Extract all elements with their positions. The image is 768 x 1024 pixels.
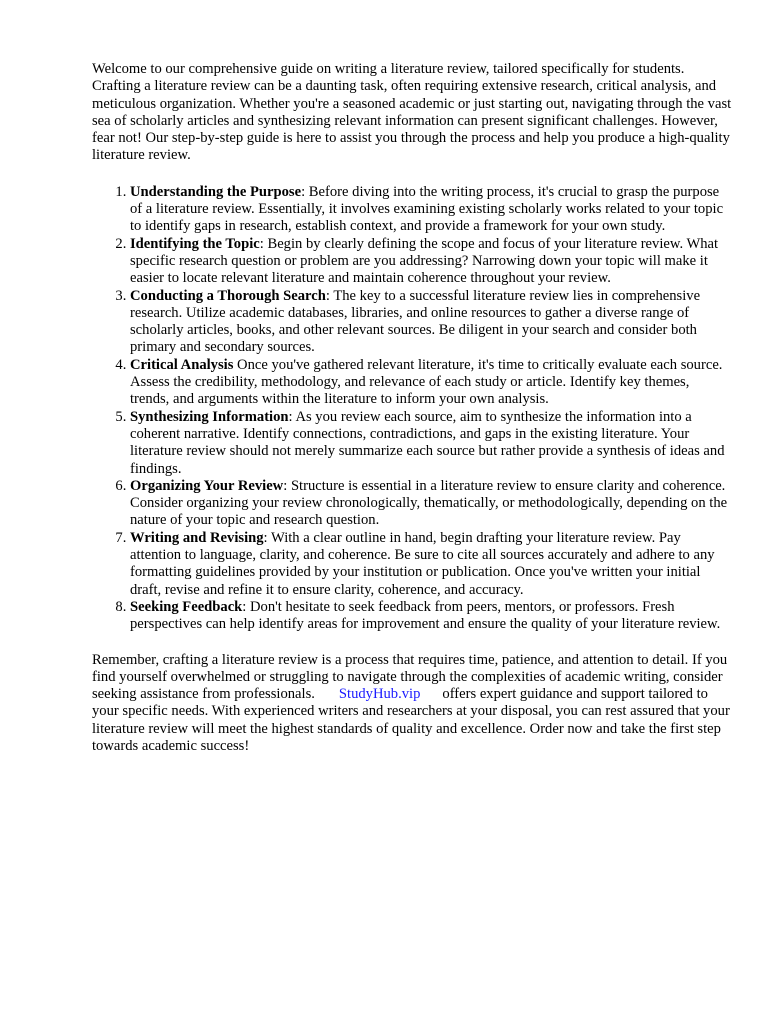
step-separator: : — [283, 477, 291, 494]
list-item — [130, 530, 732, 599]
step-separator: : — [288, 408, 296, 425]
step-term: Synthesizing Information — [130, 408, 289, 425]
step-text: Don't hesitate to seek feedback from peers, mentors, or professors. Fresh perspectives can help identify areas for improvement and ensure the quality of your literature review. — [130, 598, 721, 633]
step-term: Identifying the Topic — [130, 235, 260, 252]
step-separator: : — [263, 529, 271, 546]
step-text: Once you've gathered relevant literature, it's time to critically evaluate each source. Assess the credibility, methodology, and relevance of each study or article. Identify key themes, trends, and arguments within the literature to inform your own analysis. — [130, 356, 723, 408]
step-separator: : — [259, 235, 268, 252]
step-term: Understanding the Purpose — [130, 183, 302, 200]
steps-list — [92, 184, 732, 634]
outro-text-after-link: offers expert guidance and support tailored to your specific needs. With experienced writers and researchers at your disposal, you can rest assured that your literature review will meet the highest standards of quality and excellence. Order now and take the first step towards academic success! — [92, 686, 730, 754]
list-item — [130, 288, 732, 357]
step-text: Before diving into the writing process, it's crucial to grasp the purpose of a literature review. Essentially, it involves examining existing scholarly works related to your topic to identify gaps in research, establish context, and provide a framework for your own study. — [130, 183, 724, 235]
list-item — [130, 236, 732, 288]
step-term: Critical Analysis — [130, 356, 234, 373]
step-separator: : — [242, 598, 250, 615]
step-term: Conducting a Thorough Search — [130, 287, 326, 304]
list-item — [130, 357, 732, 409]
list-item — [130, 184, 732, 236]
step-term: Seeking Feedback — [130, 598, 243, 615]
step-separator: : — [325, 287, 334, 304]
document-page — [92, 61, 732, 755]
list-item — [130, 599, 732, 634]
step-separator: : — [301, 183, 309, 200]
step-text: Begin by clearly defining the scope and focus of your literature review. What specific research question or problem are you addressing? Narrowing down your topic will make it easier to locate relevant literature and maintain coherence throughout your review. — [130, 235, 719, 287]
step-text: With a clear outline in hand, begin drafting your literature review. Pay attention to language, clarity, and coherence. Be sure to cite all sources accurately and adhere to any formatting guidelines provided by your institution or publication. Once you've written your initial draft, revise and refine it to ensure clarity, coherence, and accuracy. — [130, 529, 715, 598]
outro-paragraph — [92, 652, 732, 756]
list-item — [130, 478, 732, 530]
outro-text-before-link: Remember, crafting a literature review is a process that requires time, patience, and attention to detail. If you find yourself overwhelmed or struggling to navigate through the complexities of academic writing, consider seeking assistance from professionals. — [92, 651, 728, 703]
step-text: The key to a successful literature review lies in comprehensive research. Utilize academic databases, libraries, and online resources to gather a diverse range of scholarly articles, books, and other relevant sources. Be diligent in your search and consider both primary and secondary sources. — [130, 287, 701, 356]
step-term: Organizing Your Review — [130, 477, 284, 494]
intro-paragraph: Welcome to our comprehensive guide on writing a literature review, tailored specifically for students. Crafting a literature review can be a daunting task, often requiring extensive research, critical analysis, and meticulous organization. Whether you're a seasoned academic or just starting out, navigating through the vast sea of scholarly articles and synthesizing relevant information can present significant challenges. However, fear not! Our step-by-step guide is here to assist you through the process and help you produce a high-quality literature review. — [92, 61, 732, 164]
list-item — [130, 409, 732, 478]
step-term: Writing and Revising — [130, 529, 264, 546]
step-text: As you review each source, aim to synthesize the information into a coherent narrative. Identify connections, contradictions, and gaps in the existing literature. Your literature review should not merely summarize each source but rather provide a synthesis of ideas and findings. — [130, 408, 725, 477]
studyhub-link[interactable]: StudyHub.vip — [338, 686, 421, 703]
step-text: Structure is essential in a literature review to ensure clarity and coherence. Consider organizing your review chronologically, thematically, or methodologically, depending on the nature of your topic and research question. — [130, 477, 728, 529]
